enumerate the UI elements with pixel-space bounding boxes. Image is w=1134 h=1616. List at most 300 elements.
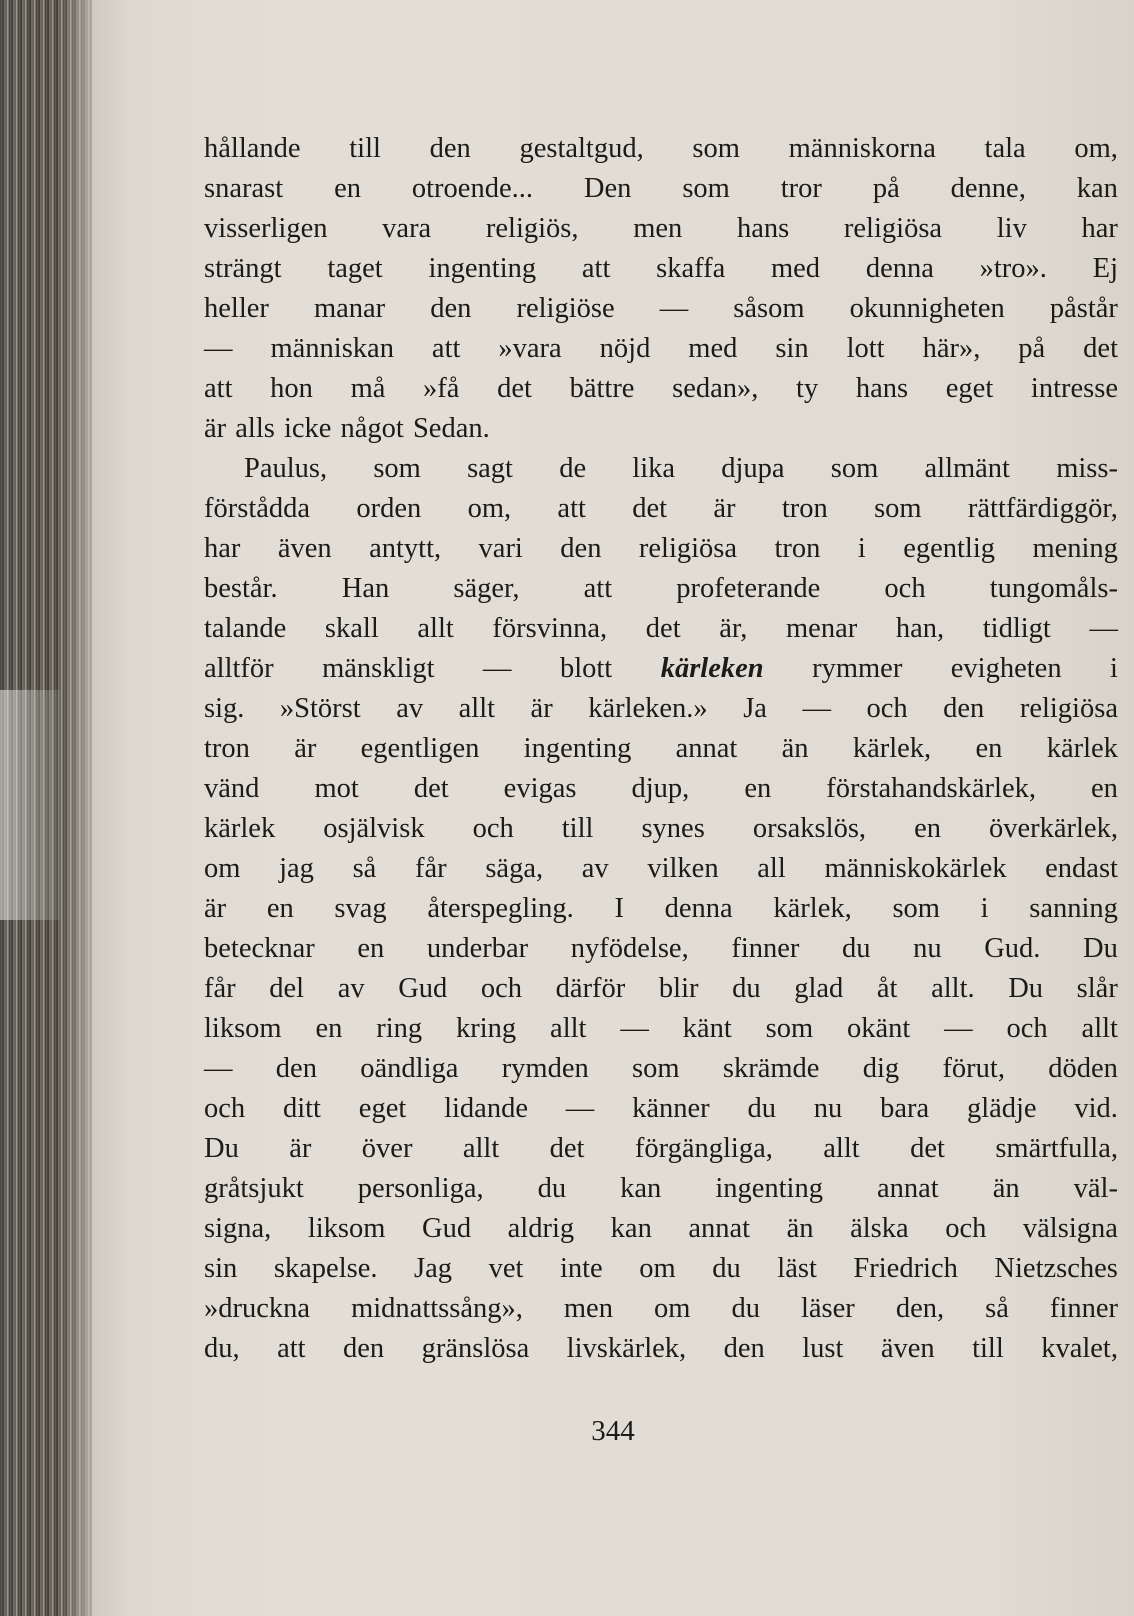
word: Han (341, 573, 390, 604)
word: väl- (1073, 1173, 1118, 1204)
word: ingenting (715, 1173, 823, 1204)
word: snarast (204, 173, 284, 204)
word: rättfärdiggör, (967, 493, 1118, 524)
word: finner (1049, 1293, 1118, 1324)
word: »druckna (204, 1293, 311, 1324)
word: religiösa (1019, 693, 1118, 724)
word: Gud (422, 1213, 472, 1244)
word: det (497, 373, 532, 404)
word: på (1018, 333, 1046, 364)
word: — (944, 1013, 973, 1044)
word: Sedan. (412, 413, 490, 444)
word: — (483, 653, 512, 684)
text-line (204, 449, 1118, 489)
text-line (204, 1329, 1118, 1369)
word: midnattssång», (351, 1293, 523, 1324)
word: den (560, 533, 602, 564)
word: glad (794, 973, 844, 1004)
word: här», (922, 333, 981, 364)
word: och (480, 973, 523, 1004)
word: om (654, 1293, 691, 1324)
word: du (537, 1173, 567, 1204)
word: okunnigheten (849, 293, 1005, 324)
word: okänt (846, 1013, 911, 1044)
word: är (294, 733, 317, 764)
word: tron (781, 493, 828, 524)
text-line (204, 249, 1118, 289)
word: evigheten (950, 653, 1062, 684)
word: kvalet, (1041, 1333, 1118, 1364)
word: en (744, 773, 772, 804)
word: icke (283, 413, 332, 444)
word: om (639, 1253, 676, 1284)
word: — (1089, 613, 1118, 644)
word: över (361, 1133, 413, 1164)
word: blir (658, 973, 699, 1004)
word: allmänt (924, 453, 1010, 484)
word: människan (270, 333, 394, 364)
word: miss- (1056, 453, 1118, 484)
word: Gud. (984, 933, 1041, 964)
word: religiösa (638, 533, 738, 564)
word: en (914, 813, 941, 844)
text-line (204, 1129, 1118, 1169)
word: nöjd (599, 333, 651, 364)
word: sanning (1029, 893, 1118, 924)
word: aldrig (507, 1213, 575, 1244)
word: på (872, 173, 900, 204)
word: mänskligt (322, 653, 435, 684)
word: läser (800, 1293, 855, 1324)
word: synes (641, 813, 705, 844)
word: människorna (788, 133, 936, 164)
word: påstår (1049, 293, 1118, 324)
word: lidande (444, 1093, 528, 1124)
word: underbar (426, 933, 529, 964)
word: rymden (501, 1053, 589, 1084)
word: betecknar (204, 933, 315, 964)
word: att (277, 1333, 306, 1364)
word: förgängliga, (634, 1133, 773, 1164)
word: signa, (204, 1213, 272, 1244)
word: något (340, 413, 404, 444)
word: skaffa (656, 253, 726, 284)
word: sedan», (672, 373, 759, 404)
word: än (781, 733, 809, 764)
word: eget (945, 373, 994, 404)
word: vara (382, 213, 432, 244)
word: är (204, 893, 227, 924)
word: till (561, 813, 594, 844)
text-line (204, 1049, 1118, 1089)
word: ingenting (428, 253, 537, 284)
word: har (204, 533, 241, 564)
word: lika (632, 453, 676, 484)
word: ditt (282, 1093, 321, 1124)
word: är, (719, 613, 748, 644)
word: bättre (569, 373, 635, 404)
word: kärlek (204, 813, 276, 844)
word: som (830, 453, 879, 484)
text-line (204, 489, 1118, 529)
word: Den (583, 173, 632, 204)
word: och (204, 1093, 246, 1124)
word: så (985, 1293, 1009, 1324)
word: än (992, 1173, 1020, 1204)
word: välsigna (1022, 1213, 1118, 1244)
word: nu (813, 1093, 843, 1124)
word: får (204, 973, 236, 1004)
word: kärleken (660, 653, 764, 684)
page-edge-highlight (0, 690, 60, 920)
word: men (563, 1293, 613, 1324)
word: du (842, 933, 871, 964)
word: den (343, 1333, 385, 1364)
word: liksom (204, 1013, 282, 1044)
word: inte (559, 1253, 603, 1284)
word: eget (358, 1093, 407, 1124)
text-line (204, 649, 1118, 689)
word: tidligt (982, 613, 1051, 644)
word: skrämde (722, 1053, 820, 1084)
word: skapelse. (273, 1253, 378, 1284)
text-line (204, 1089, 1118, 1129)
word: egentlig (903, 533, 995, 564)
text-line (204, 289, 1118, 329)
word: menar (786, 613, 858, 644)
word: av (581, 853, 609, 884)
word: mot (314, 773, 359, 804)
word: att (583, 573, 613, 604)
word: en (975, 733, 1003, 764)
word: annat (688, 1213, 751, 1244)
word: och (472, 813, 514, 844)
word: även (880, 1333, 935, 1364)
word: och (945, 1213, 987, 1244)
word: egentligen (360, 733, 480, 764)
word: Ja (743, 693, 767, 724)
word: — (204, 333, 233, 364)
word: I (614, 893, 624, 924)
word: livskärlek, (566, 1333, 687, 1364)
word: taget (327, 253, 383, 284)
word: tron (774, 533, 821, 564)
word: otroende... (411, 173, 533, 204)
word: gränslösa (421, 1333, 530, 1364)
text-line (204, 169, 1118, 209)
word: är (713, 493, 736, 524)
word: åt (876, 973, 898, 1004)
word: om (204, 853, 241, 884)
word: vet (488, 1253, 524, 1284)
word: alls (235, 413, 275, 444)
word: och (866, 693, 908, 724)
word: den (723, 1333, 765, 1364)
text-line (204, 1169, 1118, 1209)
word: att (557, 493, 586, 524)
text-line (204, 209, 1118, 249)
word: denna (664, 893, 733, 924)
word: du, (204, 1333, 240, 1364)
word: — (204, 1053, 233, 1084)
word: talande (204, 613, 287, 644)
word: all (757, 853, 786, 884)
word: det (910, 1133, 945, 1164)
word: hans (855, 373, 909, 404)
word: säga, (485, 853, 544, 884)
word: liksom (307, 1213, 386, 1244)
word: till (349, 133, 381, 164)
word: glädje (966, 1093, 1037, 1124)
word: svag (334, 893, 387, 924)
word: i (857, 533, 866, 564)
word: därför (555, 973, 626, 1004)
word: vid. (1074, 1093, 1118, 1124)
text-line (204, 1289, 1118, 1329)
word: antytt, (369, 533, 442, 564)
word: en (1091, 773, 1118, 804)
word: det (413, 773, 449, 804)
word: av (337, 973, 365, 1004)
word: religiös, (485, 213, 579, 244)
word: endast (1045, 853, 1118, 884)
word: »Störst (279, 693, 361, 724)
word: vari (478, 533, 523, 564)
word: profeterande (676, 573, 821, 604)
word: i (1110, 653, 1118, 684)
word: med (770, 253, 821, 284)
word: intresse (1030, 373, 1118, 404)
word: tungomåls- (989, 573, 1118, 604)
word: — (620, 1013, 649, 1044)
word: religiöse (516, 293, 615, 324)
word: denna (865, 253, 934, 284)
word: lott (846, 333, 885, 364)
word: kring (456, 1013, 517, 1044)
word: »vara (498, 333, 562, 364)
word: bara (880, 1093, 930, 1124)
text-line (204, 1209, 1118, 1249)
word: som (765, 1013, 814, 1044)
word: — (565, 1093, 595, 1124)
word: alltför (204, 653, 274, 684)
text-line (204, 369, 1118, 409)
word: om, (467, 493, 512, 524)
word: du (747, 1093, 776, 1124)
word: den (429, 133, 471, 164)
word: förstådda (204, 493, 311, 524)
text-line (204, 609, 1118, 649)
word: döden (1048, 1053, 1118, 1084)
word: heller (204, 293, 269, 324)
word: visserligen (204, 213, 328, 244)
text-line (204, 929, 1118, 969)
word: kan (620, 1173, 662, 1204)
word: allt (458, 693, 496, 724)
word: Nietzsches (994, 1253, 1118, 1284)
word: du (712, 1253, 741, 1284)
word: vilken (647, 853, 719, 884)
word: sin (204, 1253, 238, 1284)
word: annat (675, 733, 738, 764)
word: den (943, 693, 985, 724)
word: läst (777, 1253, 817, 1284)
word: tron (204, 733, 250, 764)
word: som (682, 173, 730, 204)
text-line (204, 769, 1118, 809)
word: än (786, 1213, 814, 1244)
word: det (549, 1133, 585, 1164)
word: denne, (950, 173, 1026, 204)
word: allt (417, 613, 454, 644)
text-line (204, 409, 1118, 449)
word: orsakslös, (752, 813, 867, 844)
word: kärlek, (773, 893, 852, 924)
word: försvinna, (492, 613, 608, 644)
text-line (204, 529, 1118, 569)
word: kan (1076, 173, 1118, 204)
word: gråtsjukt (204, 1173, 304, 1204)
word: kan (610, 1213, 652, 1244)
word: hållande (204, 133, 301, 164)
word: manar (313, 293, 386, 324)
word: strängt (204, 253, 282, 284)
text-line (204, 889, 1118, 929)
text-line (204, 969, 1118, 1009)
word: är (289, 1133, 312, 1164)
text-line (204, 1009, 1118, 1049)
word: de (559, 453, 587, 484)
word: — (659, 293, 689, 324)
word: nu (913, 933, 942, 964)
word: älska (850, 1213, 909, 1244)
word: vänd (204, 773, 260, 804)
text-line (204, 689, 1118, 729)
word: sig. (204, 693, 245, 724)
word: smärtfulla, (995, 1133, 1118, 1164)
word: att (431, 333, 461, 364)
word: allt (462, 1133, 500, 1164)
word: mening (1032, 533, 1118, 564)
word: Du (1008, 973, 1044, 1004)
word: kärleken.» (588, 693, 708, 724)
word: ingenting (523, 733, 632, 764)
word: är (204, 413, 227, 444)
word: som (373, 453, 421, 484)
word: en (357, 933, 385, 964)
word: kärlek, (852, 733, 932, 764)
word: slår (1076, 973, 1118, 1004)
word: oändliga (360, 1053, 459, 1084)
word: om, (1074, 133, 1118, 164)
word: kärlek (1046, 733, 1118, 764)
word: får (415, 853, 447, 884)
word: men (633, 213, 683, 244)
word: det (645, 613, 681, 644)
text-line (204, 569, 1118, 609)
word: hans (736, 213, 790, 244)
word: tala (984, 133, 1026, 164)
text-line (204, 729, 1118, 769)
word: till (972, 1333, 1004, 1364)
word: djup, (631, 773, 690, 804)
word: allt. (931, 973, 975, 1004)
word: det (632, 493, 668, 524)
word: även (277, 533, 332, 564)
word: han, (895, 613, 945, 644)
word: känner (632, 1093, 710, 1124)
word: såsom (733, 293, 805, 324)
word: du (732, 973, 761, 1004)
word: som (874, 493, 922, 524)
word: i (980, 893, 989, 924)
word: ring (376, 1013, 423, 1044)
word: »tro». (979, 253, 1047, 284)
word: liv (996, 213, 1027, 244)
word: av (396, 693, 424, 724)
word: som (892, 893, 940, 924)
word: är (530, 693, 553, 724)
word: Du (1083, 933, 1118, 964)
word: allt (1081, 1013, 1118, 1044)
word: med (688, 333, 738, 364)
word: Gud (398, 973, 448, 1004)
word: evigas (503, 773, 577, 804)
book-page (92, 0, 1134, 1616)
word: dig (862, 1053, 900, 1084)
word: djupa (721, 453, 785, 484)
word: en (266, 893, 294, 924)
word: överkärlek, (988, 813, 1118, 844)
word: som (692, 133, 740, 164)
word: — (802, 693, 831, 724)
word: del (269, 973, 305, 1004)
word: så (352, 853, 377, 884)
word: gestaltgud, (519, 133, 644, 164)
word: och (884, 573, 926, 604)
word: du (731, 1293, 760, 1324)
word: nyfödelse, (570, 933, 689, 964)
word: Jag (414, 1253, 453, 1284)
word: Paulus, (244, 453, 328, 484)
word: allt (550, 1013, 587, 1044)
word: har (1081, 213, 1118, 244)
text-line (204, 329, 1118, 369)
word: personliga, (357, 1173, 484, 1204)
word: lust (802, 1333, 844, 1364)
word: att (581, 253, 611, 284)
word: blott (559, 653, 613, 684)
word: och (1006, 1013, 1048, 1044)
word: en (334, 173, 361, 204)
word: förut, (942, 1053, 1005, 1084)
word: den, (895, 1293, 945, 1324)
word: återspegling. (427, 893, 574, 924)
word: hon (270, 373, 313, 404)
word: rymmer (812, 653, 903, 684)
word: tror (780, 173, 822, 204)
word: känt (682, 1013, 732, 1044)
word: den (430, 293, 472, 324)
word: skall (324, 613, 379, 644)
word: Ej (1092, 253, 1118, 284)
word: att (204, 373, 233, 404)
word: ty (796, 373, 819, 404)
word: det (1083, 333, 1118, 364)
word: består. (204, 573, 278, 604)
text-line (204, 1249, 1118, 1289)
text-line (204, 809, 1118, 849)
